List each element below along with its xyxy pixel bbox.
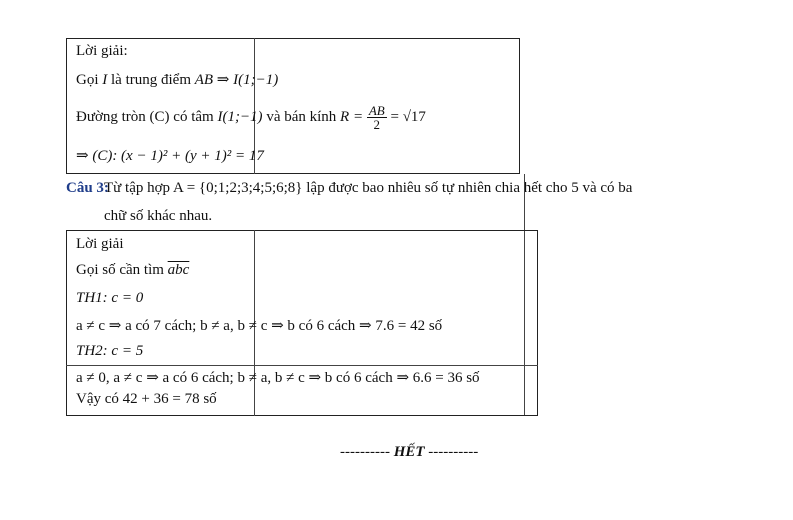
solution-1-line-1: Gọi I là trung điểm AB ⇒ I(1;−1) <box>76 72 279 88</box>
table-grid-line <box>66 365 538 366</box>
solution-2-line-1: Gọi số cần tìm $\overline{abc}$ <box>76 262 190 278</box>
end-label: HẾT <box>393 444 425 460</box>
solution-2-case-1: TH1: c = 0 <box>76 290 144 306</box>
solution-2-title: Lời giải <box>76 236 124 252</box>
question-3-line-2: chữ số khác nhau. <box>104 208 213 224</box>
question-3-line-1: Từ tập hợp A = {0;1;2;3;4;5;6;8} lập được bao nhiêu số tự nhiên chia hết cho 5 và có ba <box>104 180 633 196</box>
solution-1-line-2: Đường tròn (C) có tâm I(1;−1) và bán kính R = $\frac{AB}{2}$ = √17 <box>76 103 426 132</box>
fraction-ab-over-2: $\frac{AB}{2}$ <box>368 103 385 132</box>
solution-2-line-3: a ≠ c ⇒ a có 7 cách; b ≠ a, b ≠ c ⇒ b có 6 cách ⇒ 7.6 = 42 số <box>76 318 443 334</box>
solution-1-title: Lời giải: <box>76 43 128 59</box>
solution-1-line-3: ⇒ (C): (x − 1)² + (y + 1)² = 17 <box>76 148 264 164</box>
question-3-label: Câu 3: <box>66 180 109 196</box>
solution-2-conclusion: Vậy có 42 + 36 = 78 số <box>76 391 217 407</box>
end-marker: ---------- HẾT ---------- <box>340 444 479 460</box>
solution-2-line-5: a ≠ 0, a ≠ c ⇒ a có 6 cách; b ≠ a, b ≠ c ⇒ b có 6 cách ⇒ 6.6 = 36 số <box>76 370 480 386</box>
solution-2-case-2: TH2: c = 5 <box>76 343 144 359</box>
